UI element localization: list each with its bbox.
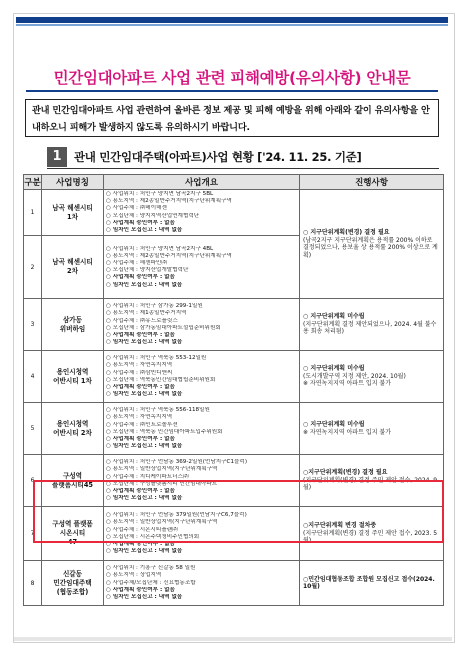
row-number: 4 <box>24 351 42 403</box>
table-row <box>24 190 444 236</box>
section-underline <box>47 168 439 169</box>
document-title: 민간임대아파트 사업 관련 피해예방(유의사항) 안내문 <box>53 69 411 87</box>
title-underline <box>26 90 438 92</box>
overview-line: ○ 사업위치 : 처인구 역북동 556-118일원 <box>106 407 210 414</box>
row-number: 3 <box>24 299 42 351</box>
project-name-line: (협동조합) <box>56 587 89 596</box>
overview-line: ○ 사업위치 : 처인구 언남동 379일원(언남지구C6,7블럭) <box>106 512 247 519</box>
overview-line: ○ 임차인 모집신고 : 내역 없음 <box>106 227 183 234</box>
overview-line: ○ 모집단체 : 양지산업개발협력단 <box>106 267 189 274</box>
overview-line: ○ 용도지역 : 제2종일반주거지역(지구단위계획구역 <box>106 252 232 259</box>
overview-line: ○ 임차인 모집신고 : 내역 없음 <box>106 443 183 450</box>
project-overview <box>104 351 300 403</box>
row-number: 6 <box>24 455 42 507</box>
project-overview <box>104 236 300 299</box>
project-name-line: 민간임대주택 <box>53 578 92 587</box>
notice-box: 관내 민간임대아파트 사업 관련하여 올바른 정보 제공 및 피해 예방을 위해 아래와 같이 유의사항을 안내하오니 피해가 발생하지 않도록 유의하시기 바랍니다. <box>25 99 439 137</box>
header-no: 구분 <box>24 175 42 190</box>
status-line: (지구단위계획(변경) 결정 주민 제안 접수, 2023. 5월) <box>303 529 438 545</box>
table-row <box>24 299 444 351</box>
overview-line: ○ 사업주체 : ㈜유드로플릿스 <box>106 317 178 324</box>
overview-line: ○ 사업주체 : ㈜인트로솔루션 <box>106 421 178 428</box>
overview-line: ○ 사업계획 승인여부 : 없음 <box>106 383 175 390</box>
project-overview <box>104 455 300 507</box>
header-bar <box>16 17 448 23</box>
status-line: ○민간임대협동조합 조합원 모집신고 접수(2024. 10월) <box>303 575 435 591</box>
project-status <box>300 455 444 507</box>
status-line: (지구단위계획(변경) 결정 주민 제안 접수, 2024. 9월) <box>303 476 438 492</box>
project-status <box>300 561 444 606</box>
overview-line: ○ 임차인 모집신고 : 내역 없음 <box>106 594 183 601</box>
overview-line: ○ 용도지역 : 일반상업지역(지구단위계획구역 <box>106 466 218 473</box>
project-overview <box>104 299 300 351</box>
overview-line: ○ 사업계획 승인여부 : 없음 <box>106 487 175 494</box>
project-name <box>42 455 104 507</box>
project-name-line: 어반시티 2차 <box>53 428 92 437</box>
project-name-line: 구성역 플랫폼 <box>52 520 93 529</box>
status-line: ※ 자연녹지지역 아파트 입지 불가 <box>303 380 392 388</box>
overview-line: ○ 사업계획 승인여부 : 없음 <box>106 274 175 281</box>
overview-line: ○ 사업계획 승인여부 : 없음 <box>106 540 175 547</box>
project-name-line: 구성역 <box>62 471 83 480</box>
project-name-line: 용인시청역 <box>56 367 89 376</box>
overview-line: ○ 모집단체 : 양지지역산업연계협력단 <box>106 212 200 219</box>
status-line: (도시개발구역 지정 제안, 2024. 10월) <box>303 372 406 380</box>
project-status <box>300 351 444 403</box>
project-name-line: 삼가동 <box>62 315 83 324</box>
project-overview <box>104 507 300 561</box>
overview-line: ○ 모집단체 : 시온주택청비주민협의회 <box>106 533 200 540</box>
project-name <box>42 190 104 236</box>
project-name-line: 남곡 헤센시티 <box>52 203 93 212</box>
header-name: 사업명칭 <box>42 175 104 190</box>
project-status <box>300 507 444 561</box>
status-line: ○지구단위계획 변경 절차중 <box>303 522 377 530</box>
overview-line: ○ 사업주체 : ㈜헤이해센 <box>106 205 167 212</box>
overview-line: ○ 사업계획 승인여부 : 없음 <box>106 219 175 226</box>
table-row <box>24 507 444 561</box>
status-line: ○ 지구단위계획 미수립 <box>303 365 365 373</box>
overview-line: ○ 사업주체/모집단체 : 신요협동조합 <box>106 579 196 586</box>
overview-line: ○ 임차인 모집신고 : 내역 없음 <box>106 391 183 398</box>
overview-line: ○ 모집단체 : 역북동민간임대협립준비위원회 <box>106 376 216 383</box>
overview-line: ○ 용도지역 : 일반상업지역(지구단위계획구역 <box>106 519 218 526</box>
table-row <box>24 403 444 455</box>
status-line: (남곡2지구 지구단위계획은 용적률 200% 이하로 결정되었으나, 용보율 상 용적률 200% 이상으로 계획) <box>303 236 438 259</box>
project-name <box>42 351 104 403</box>
overview-line: ○ 사업주체 : 지디케이파트너스㈜ <box>106 473 189 480</box>
status-line: ※ 자연녹지지역 아파트 입지 불가 <box>303 428 392 436</box>
project-name <box>42 403 104 455</box>
project-name-line: 신갈동 <box>62 569 83 578</box>
row-number: 8 <box>24 561 42 606</box>
project-name-line: 어반시티 1차 <box>53 376 92 385</box>
project-name <box>42 299 104 351</box>
project-status <box>300 299 444 351</box>
project-status <box>300 403 444 455</box>
overview-line: ○ 모집단체 : 역북동 민간임대아파트입주위원회 <box>106 428 223 435</box>
project-name-line: 1차 <box>67 212 78 221</box>
row-number: 5 <box>24 403 42 455</box>
table-header-row <box>24 175 444 190</box>
header-bar-accent <box>16 24 448 26</box>
header-status: 진행사항 <box>300 175 444 190</box>
table-row <box>24 455 444 507</box>
project-name-line: 2차 <box>67 267 78 276</box>
table-row <box>24 561 444 606</box>
project-name <box>42 561 104 606</box>
overview-line: ○ 용도지역 : 제2종일반주거지역(지구단위계획구역 <box>106 198 232 205</box>
overview-line: ○ 사업계획 승인여부 : 없음 <box>106 331 175 338</box>
overview-line: ○ 용도지역 : 자연녹지지역 <box>106 362 173 369</box>
overview-line: ○ 사업주체 : 시온시티플랜㈜ <box>106 526 178 533</box>
page-shadow <box>14 637 452 641</box>
overview-line: ○ 임차인 모집신고 : 내역 없음 <box>106 495 183 502</box>
overview-line: ○ 임차인 모집신고 : 내역 없음 <box>106 548 183 555</box>
overview-line: ○ 사업주체 : ㈜삼빈디앤씨 <box>106 369 173 376</box>
status-line: ○ 지구단위계획 미수립 <box>303 421 365 429</box>
project-name <box>42 236 104 299</box>
project-overview <box>104 561 300 606</box>
overview-line: ○ 사업계획 승인여부 : 없음 <box>106 586 175 593</box>
status-line: ○ 지구단위계획 미수립 <box>303 313 365 321</box>
overview-line: ○ 용도지역 : 자연녹지지역 <box>106 414 173 421</box>
overview-line: ○ 모집단체 : 구성플랫폼시티 민간임대아파트 <box>106 480 218 487</box>
project-name-line: 위버하임 <box>59 324 86 333</box>
overview-line: ○ 임차인 모집신고 : 내역 없음 <box>106 281 183 288</box>
project-overview <box>104 403 300 455</box>
overview-line: ○ 모집단체 : 삼가동임대아파트설립준비위원회 <box>106 324 221 331</box>
status-line: ○지구단위계획(변경) 결정 필요 <box>303 469 388 477</box>
row-number: 2 <box>24 236 42 299</box>
overview-line: ○ 사업위치 : 처인구 역북동 553-12일원 <box>106 355 207 362</box>
overview-line: ○ 용도지역 : 제1종일반주거지역 <box>106 310 187 317</box>
project-name-line: 용인시청역 <box>56 419 89 428</box>
overview-line: ○ 사업위치 : 처인구 양지면 남곡2지구 5BL <box>106 191 214 197</box>
overview-line: ○ 용도지역 : 상업지역 <box>106 572 162 579</box>
section-title: 관내 민간임대주택(아파트)사업 현황 ['24. 11. 25. 기준] <box>74 150 362 164</box>
row-number: 7 <box>24 507 42 561</box>
status-line: (지구단위계획 결정 제안되었으나, 2024. 4월 불수용 회송 처리됨) <box>303 320 437 336</box>
overview-line: ○ 사업주체 : 헤센파인㈜ <box>106 260 167 267</box>
project-name-line: 시온시티 <box>59 529 86 538</box>
table-row <box>24 351 444 403</box>
project-name-line: 남곡 헤센시티 <box>52 258 93 267</box>
section-number: 1 <box>47 147 67 167</box>
status-line: ○ 지구단위계획(변경) 결정 필요 <box>303 229 390 237</box>
overview-line: ○ 사업위치 : 처인구 양지면 남곡2지구 4BL <box>106 245 214 252</box>
overview-line: ○ 사업위치 : 처인구 삼가동 299-1일원 <box>106 303 203 310</box>
header-overview: 사업개요 <box>104 175 300 190</box>
overview-line: ○ 사업계획 승인여부 : 없음 <box>106 435 175 442</box>
row-number: 1 <box>24 190 42 236</box>
project-status <box>300 190 444 299</box>
overview-line: ○ 임차인 모집신고 : 내역 없음 <box>106 339 183 346</box>
project-name <box>42 507 104 561</box>
project-overview <box>104 190 300 236</box>
overview-line: ○ 사업위치 : 기흥구 신갈동 58 일원 <box>106 565 196 572</box>
project-status-table <box>23 174 444 606</box>
overview-line: ○ 사업위치 : 처인구 언남동 369-2일원(언남지구C1블럭) <box>106 459 248 466</box>
project-name-line: 47 <box>67 538 78 547</box>
project-name-line: 플랫폼시티45 <box>51 480 94 489</box>
